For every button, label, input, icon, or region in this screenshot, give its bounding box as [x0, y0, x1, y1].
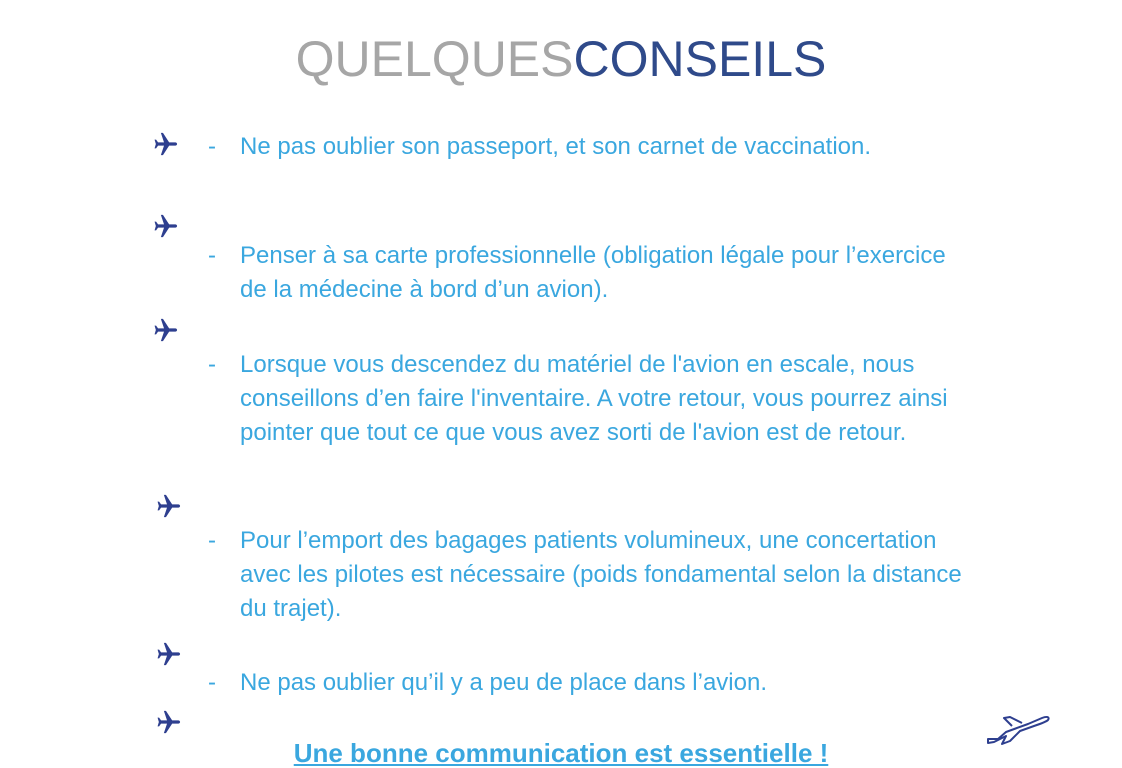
list-item-text: Penser à sa carte professionnelle (obligation légale pour l’exercice de la médecine à bord d’un avion).	[240, 242, 946, 303]
list-dash: -	[208, 242, 216, 269]
airplane-icon	[155, 492, 183, 520]
list-item-text: Ne pas oublier qu’il y a peu de place dans l’avion.	[240, 669, 768, 696]
list-item-text: Ne pas oublier son passeport, et son carnet de vaccination.	[240, 133, 872, 160]
page-title	[0, 30, 1122, 88]
footer-message: Une bonne communication est essentielle !	[293, 738, 829, 768]
title-part-quelques: QUELQUES	[295, 31, 574, 87]
airplane-icon	[152, 316, 180, 344]
airplane-outline-icon	[984, 706, 1052, 746]
airplane-icon	[155, 640, 183, 668]
list-dash: -	[208, 527, 216, 554]
list-item-text: Pour l’emport des bagages patients volumineux, une concertation avec les pilotes est nécessaire (poids fondamental selon la distance du trajet).	[240, 527, 962, 622]
list-dash: -	[208, 351, 216, 378]
list-item-text: Lorsque vous descendez du matériel de l'avion en escale, nous conseillons d’en faire l'inventaire. A votre retour, vous pourrez ainsi pointer que tout ce que vous avez sorti de l'avion est de retour.	[240, 351, 948, 446]
airplane-icon	[152, 130, 180, 158]
airplane-icon	[155, 708, 183, 736]
list-dash: -	[208, 133, 216, 160]
airplane-icon	[152, 212, 180, 240]
list-dash: -	[208, 669, 216, 696]
title-part-conseils: CONSEILS	[573, 31, 827, 87]
